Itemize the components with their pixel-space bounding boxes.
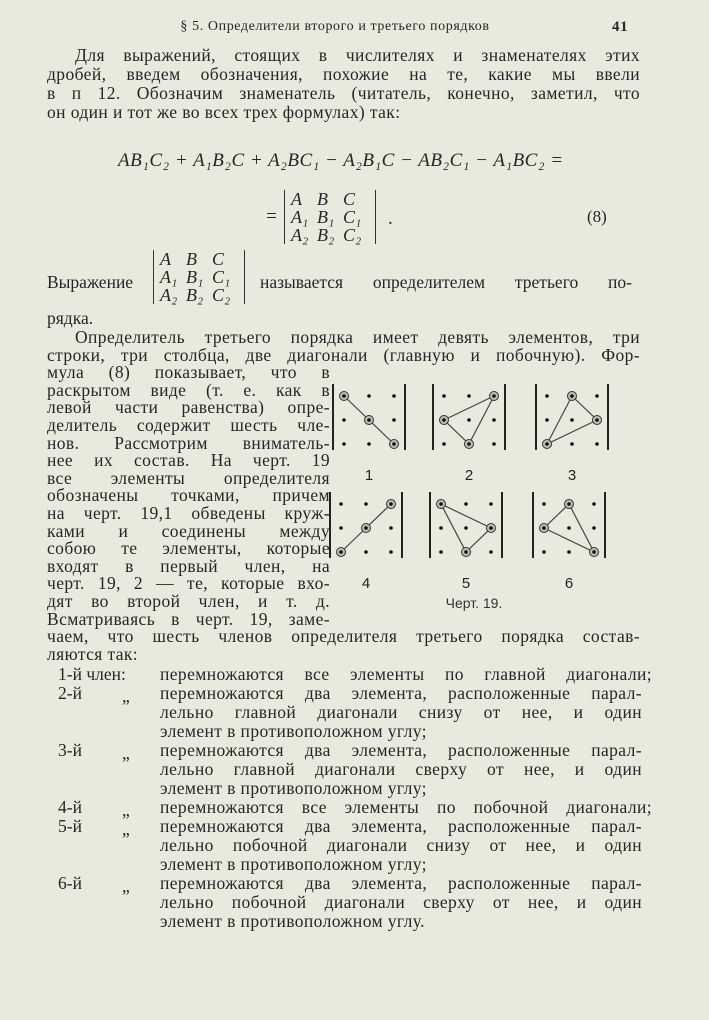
element-dot xyxy=(545,442,549,446)
element-dot xyxy=(392,394,396,398)
element-dot xyxy=(492,442,496,446)
element-dot xyxy=(364,550,368,554)
panel-label: 2 xyxy=(464,467,474,484)
element-dot xyxy=(439,526,443,530)
element-dot xyxy=(389,550,393,554)
term-text: лельно главной диагонали снизу от нее, и один xyxy=(160,702,642,722)
element-dot xyxy=(542,526,546,530)
text-line: ками и соединены между xyxy=(47,520,330,541)
matrix-element: A₂ xyxy=(291,225,309,245)
term-text: элемент в противоположном углу; xyxy=(160,721,427,741)
element-dot xyxy=(567,526,571,530)
element-dot xyxy=(342,442,346,446)
element-dot xyxy=(464,550,468,554)
matrix-element: B₁ xyxy=(186,267,204,287)
element-dot xyxy=(464,526,468,530)
element-dot xyxy=(567,502,571,506)
term-text: лельно главной диагонали сверху от нее, и один xyxy=(160,759,642,779)
term-text: элемент в противоположном углу. xyxy=(160,911,425,931)
term-label: 2-й xyxy=(58,683,82,703)
element-dot xyxy=(439,550,443,554)
panel-label: 3 xyxy=(567,467,577,484)
element-dot xyxy=(467,394,471,398)
element-dot xyxy=(392,442,396,446)
element-dot xyxy=(442,394,446,398)
matrix-element: B₁ xyxy=(317,207,335,227)
element-dot xyxy=(570,394,574,398)
element-dot xyxy=(489,502,493,506)
term-text: перемножаются все элементы по главной диагонали; xyxy=(160,664,652,684)
matrix-element: C xyxy=(212,249,225,269)
element-dot xyxy=(389,526,393,530)
term-label: 6-й xyxy=(58,873,82,893)
ditto-mark: „ xyxy=(122,800,130,820)
panel-label: 5 xyxy=(461,575,471,592)
text-line: нов. Рассмотрим вниматель- xyxy=(47,432,330,453)
text-line: собою те элементы, которые xyxy=(47,538,330,559)
term-label: 4-й xyxy=(58,797,82,817)
text-line: нее их состав. На черт. 19 xyxy=(47,450,330,471)
term-label: 1-й член: xyxy=(58,664,126,684)
term-text: элемент в противоположном углу; xyxy=(160,778,427,798)
matrix-element: B xyxy=(186,249,197,269)
text-line: строки, три столбца, две диагонали (главную и побочную). Фор- xyxy=(47,344,640,365)
element-dot xyxy=(545,394,549,398)
text-line: раскрытом виде (т. е. как в xyxy=(47,379,330,400)
determinant-matrix xyxy=(153,250,245,304)
text-line: черт. 19, 2 — те, которые вхо- xyxy=(47,573,330,594)
panel-label: 6 xyxy=(564,575,574,592)
definition-after: называется определителем третьего по- xyxy=(260,272,632,292)
text-line: все элементы определителя xyxy=(47,467,330,488)
element-dot xyxy=(367,418,371,422)
text-line: дробей, введем обозначения, похожие на те, какие мы ввели xyxy=(47,64,640,84)
element-dot xyxy=(542,550,546,554)
element-dot xyxy=(442,418,446,422)
element-dot xyxy=(492,394,496,398)
element-dot xyxy=(342,394,346,398)
matrix-element: C₁ xyxy=(343,207,362,227)
term-label: 5-й xyxy=(58,816,82,836)
text-line: левой части равенства) опре- xyxy=(47,397,330,418)
ditto-mark: „ xyxy=(122,686,130,706)
element-dot xyxy=(545,418,549,422)
matrix-element: C xyxy=(343,189,356,209)
matrix-element: A xyxy=(160,249,171,269)
text-line: дят во второй член, и т. д. xyxy=(47,591,330,611)
text-line: мула (8) показывает, что в xyxy=(47,362,330,383)
text-line: делитель содержит шесть чле- xyxy=(47,415,330,435)
matrix-element: B xyxy=(317,189,328,209)
term-text: лельно побочной диагонали сверху от нее, и один xyxy=(160,892,642,912)
header-title: § 5. Определители второго и третьего порядков xyxy=(180,19,490,34)
panel-label: 4 xyxy=(361,575,371,592)
element-dot xyxy=(389,502,393,506)
element-dot xyxy=(364,502,368,506)
term-text: перемножаются все элементы по побочной диагонали; xyxy=(160,797,652,817)
element-dot xyxy=(567,550,571,554)
element-dot xyxy=(339,526,343,530)
equation-number: (8) xyxy=(587,207,607,226)
element-dot xyxy=(439,502,443,506)
figure-caption: Черт. 19. xyxy=(445,595,503,611)
element-dot xyxy=(570,418,574,422)
formula-period: . xyxy=(388,208,394,229)
matrix-element: A₁ xyxy=(291,207,309,227)
element-dot xyxy=(339,550,343,554)
text-line: ляются так: xyxy=(47,643,139,664)
definition-end: рядка. xyxy=(47,308,94,328)
text-line: входят в первый член, на xyxy=(47,555,330,576)
term-label: 3-й xyxy=(58,740,82,760)
element-dot xyxy=(467,442,471,446)
ditto-mark: „ xyxy=(122,743,130,763)
element-dot xyxy=(595,442,599,446)
formula-equals: = xyxy=(265,206,279,227)
ditto-mark: „ xyxy=(122,876,130,896)
element-dot xyxy=(339,502,343,506)
text-line: Всматриваясь в черт. 19, заме- xyxy=(47,608,330,629)
element-dot xyxy=(464,502,468,506)
matrix-element: C₁ xyxy=(212,267,231,287)
text-line: чаем, что шесть членов определителя третьего порядка состав- xyxy=(47,626,640,647)
text-line: на черт. 19,1 обведены круж- xyxy=(47,503,330,523)
term-text: элемент в противоположном углу; xyxy=(160,854,427,874)
term-text: перемножаются два элемента, расположенные парал- xyxy=(160,873,642,893)
text-line: он один и тот же во всех трех формулах) так: xyxy=(47,102,401,122)
element-dot xyxy=(367,442,371,446)
element-dot xyxy=(489,526,493,530)
element-dot xyxy=(492,418,496,422)
figure-19 xyxy=(320,358,630,620)
text-line: Определитель третьего порядка имеет девять элементов, три xyxy=(75,327,640,347)
element-dot xyxy=(467,418,471,422)
matrix-element: B₂ xyxy=(186,285,204,305)
element-dot xyxy=(595,418,599,422)
element-dot xyxy=(489,550,493,554)
element-dot xyxy=(342,418,346,422)
formula-expansion: AB₁C₂ + A₁B₂C + A₂BC₁ − A₂B₁C − AB₂C₁ − A₁BC₂ = xyxy=(118,150,564,171)
matrix-element: A₁ xyxy=(160,267,178,287)
matrix-element: B₂ xyxy=(317,225,335,245)
element-dot xyxy=(542,502,546,506)
text-line: обозначены точками, причем xyxy=(47,485,330,506)
term-text: перемножаются два элемента, расположенные парал- xyxy=(160,816,642,836)
matrix-element: A₂ xyxy=(160,285,178,305)
text-line: Для выражений, стоящих в числителях и знаменателях этих xyxy=(75,45,640,65)
element-dot xyxy=(570,442,574,446)
matrix-element: A xyxy=(291,189,302,209)
term-text: перемножаются два элемента, расположенные парал- xyxy=(160,740,642,760)
definition-before: Выражение xyxy=(47,272,134,292)
element-dot xyxy=(367,394,371,398)
element-dot xyxy=(364,526,368,530)
element-dot xyxy=(592,526,596,530)
panel-label: 1 xyxy=(364,467,374,484)
element-dot xyxy=(392,418,396,422)
element-dot xyxy=(592,550,596,554)
ditto-mark: „ xyxy=(122,819,130,839)
element-dot xyxy=(592,502,596,506)
matrix-element: C₂ xyxy=(343,225,362,245)
element-dot xyxy=(442,442,446,446)
element-dot xyxy=(595,394,599,398)
term-text: лельно побочной диагонали снизу от нее, и один xyxy=(160,835,642,855)
matrix-element: C₂ xyxy=(212,285,231,305)
text-line: в п 12. Обозначим знаменатель (читатель, конечно, заметил, что xyxy=(47,83,640,103)
page-number: 41 xyxy=(612,19,629,35)
determinant-matrix xyxy=(284,190,376,244)
term-text: перемножаются два элемента, расположенные парал- xyxy=(160,683,642,703)
